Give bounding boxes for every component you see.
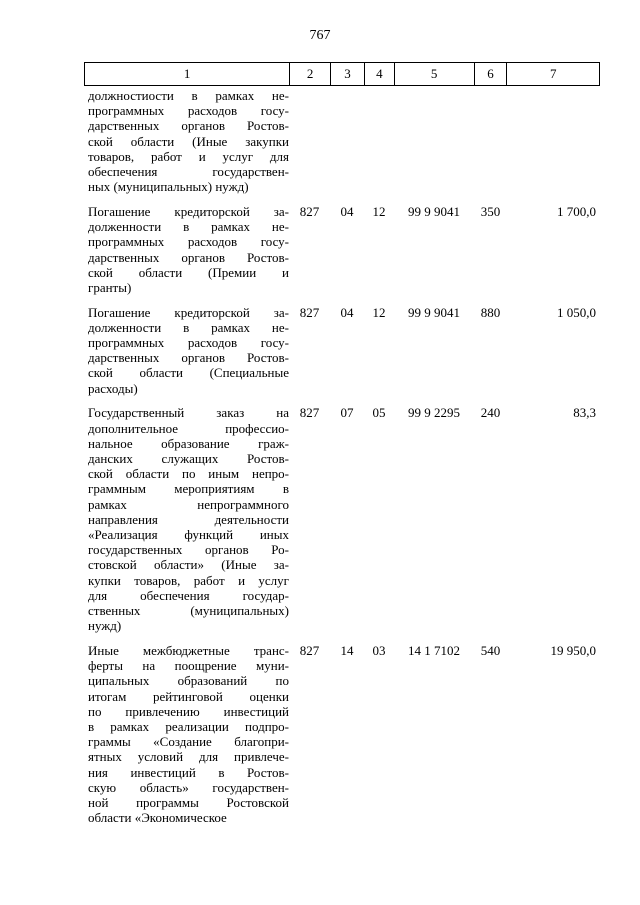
cell-c6: 540 xyxy=(480,642,501,658)
description-line: для обеспечения государ- xyxy=(88,587,289,603)
cell-c7: 19 950,0 xyxy=(550,642,596,658)
description-line: должностиости в рамках не- xyxy=(88,88,289,103)
description-line: долженности в рамках не- xyxy=(88,219,289,235)
description-line: нужд) xyxy=(88,618,122,634)
cell-c4: 12 xyxy=(372,203,386,219)
description-line: Погашение кредиторской за- xyxy=(88,203,289,219)
header-cell-2: 2 xyxy=(289,63,330,85)
description-line: нальное образование граж- xyxy=(88,435,289,451)
cell-c3: 07 xyxy=(340,405,354,421)
cell-c4: 03 xyxy=(372,642,386,658)
description-line: дарственных органов Ростов- xyxy=(88,249,289,265)
description-line: программных расходов госу- xyxy=(88,335,289,351)
cell-c4 xyxy=(364,88,394,194)
cell-c7 xyxy=(507,88,600,194)
page-number: 767 xyxy=(309,28,331,43)
cell-c4: 12 xyxy=(372,304,386,320)
description-line: «Реализация функций иных xyxy=(88,526,289,542)
description-line: гранты) xyxy=(88,279,132,295)
cell-c7: 1 700,0 xyxy=(557,203,596,219)
cell-c6: 240 xyxy=(480,405,501,421)
cell-c4: 05 xyxy=(372,405,386,421)
description-line: государственных органов Ро- xyxy=(88,542,289,558)
description-line: граммы «Создание благопри- xyxy=(88,734,289,750)
cell-c3: 14 xyxy=(340,642,354,658)
description-line: Государственный заказ на xyxy=(88,405,289,421)
description-line: расходы) xyxy=(88,380,138,396)
cell-c5: 99 9 9041 xyxy=(408,203,460,219)
description-line: по привлечению инвестиций xyxy=(88,703,289,719)
description-line: ной программы Ростовской xyxy=(88,794,289,810)
header-cell-1: 1 xyxy=(183,66,191,81)
description-line: программных расходов госу- xyxy=(88,234,289,250)
description-line: ственных (муниципальных) xyxy=(88,603,289,618)
description-line: товаров, работ и услуг для xyxy=(88,148,289,164)
description-line: направления деятельности xyxy=(88,511,289,527)
header-cell-4: 4 xyxy=(364,63,394,85)
row-description xyxy=(84,204,289,295)
row-description xyxy=(84,643,289,825)
cell-c6: 350 xyxy=(480,203,501,219)
description-line: ферты на поощрение муни- xyxy=(88,658,289,674)
table-row xyxy=(84,643,600,825)
description-line: ципальных образований по xyxy=(88,673,289,689)
description-line: купки товаров, работ и услуг xyxy=(88,572,289,588)
description-line: ния инвестиций в Ростов- xyxy=(88,764,289,780)
description-line: долженности в рамках не- xyxy=(88,319,289,335)
cell-c2: 827 xyxy=(299,405,320,421)
cell-c5: 99 9 9041 xyxy=(408,304,460,320)
description-line: ской области по иным непро- xyxy=(88,466,289,482)
description-line: области «Экономическое xyxy=(88,810,227,826)
table-row xyxy=(84,88,600,194)
cell-c2: 827 xyxy=(299,203,320,219)
row-description xyxy=(84,88,289,194)
description-line: дополнительное профессио- xyxy=(88,420,289,436)
description-line: ных (муниципальных) нужд) xyxy=(88,179,249,195)
description-line: в рамках реализации подпро- xyxy=(88,718,289,734)
description-line: дарственных органов Ростов- xyxy=(88,350,289,366)
cell-c5: 14 1 7102 xyxy=(408,642,460,658)
description-line: обеспечения государствен- xyxy=(88,164,289,180)
table-row xyxy=(84,305,600,396)
description-line: граммным мероприятиям в xyxy=(88,481,289,497)
header-cell-5: 5 xyxy=(394,63,474,85)
description-line: ятных условий для привлече- xyxy=(88,749,289,765)
cell-c2 xyxy=(289,88,330,194)
description-line: Погашение кредиторской за- xyxy=(88,304,289,320)
header-cell-7: 7 xyxy=(506,63,599,85)
table-row xyxy=(84,204,600,295)
description-line: стовской области» (Иные за- xyxy=(88,557,289,573)
description-line: итогам рейтинговой оценки xyxy=(88,688,289,704)
description-line: Иные межбюджетные транс- xyxy=(88,642,289,658)
cell-c2: 827 xyxy=(299,304,320,320)
cell-c6 xyxy=(474,88,507,194)
row-description xyxy=(84,405,289,633)
cell-c7: 1 050,0 xyxy=(557,304,596,320)
cell-c7: 83,3 xyxy=(573,405,596,421)
table-row xyxy=(84,405,600,633)
description-line: дарственных органов Ростов- xyxy=(88,118,289,134)
header-cell-6: 6 xyxy=(474,63,507,85)
description-line: ской области (Премии и xyxy=(88,264,289,280)
description-line: данских служащих Ростов- xyxy=(88,450,289,466)
description-line: программных расходов госу- xyxy=(88,103,289,119)
cell-c5: 99 9 2295 xyxy=(408,405,460,421)
header-cell-3: 3 xyxy=(330,63,364,85)
row-description xyxy=(84,305,289,396)
table-header xyxy=(84,62,600,86)
cell-c3: 04 xyxy=(340,304,354,320)
cell-c5 xyxy=(394,88,474,194)
cell-c2: 827 xyxy=(299,642,320,658)
cell-c3: 04 xyxy=(340,203,354,219)
description-line: ской области (Специальные xyxy=(88,365,289,381)
cell-c6: 880 xyxy=(480,304,501,320)
description-line: скую область» государствен- xyxy=(88,779,289,795)
description-line: ской области (Иные закупки xyxy=(88,133,289,149)
description-line: рамках непрограммного xyxy=(88,496,289,512)
table-body xyxy=(84,88,600,835)
cell-c3 xyxy=(330,88,364,194)
